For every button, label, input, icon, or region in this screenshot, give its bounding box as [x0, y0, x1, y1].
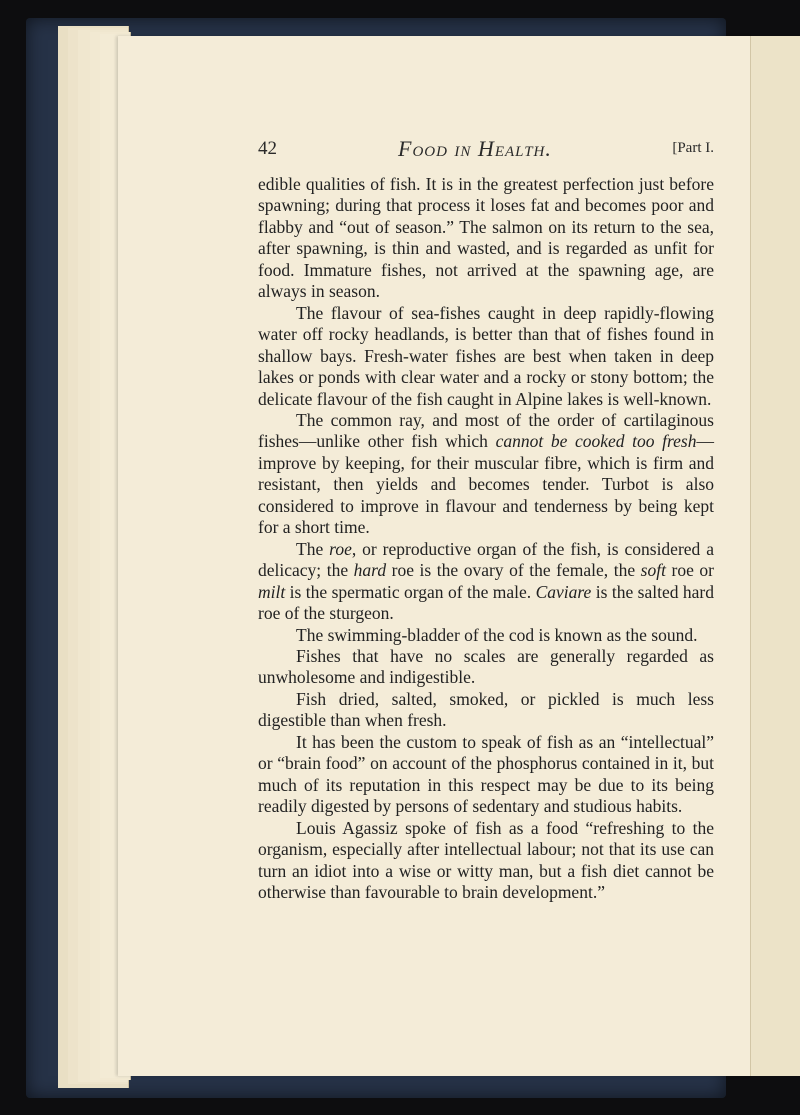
running-title: Food in Health.	[398, 136, 552, 161]
text-run: The swimming-bladder of the cod is known as the sound.	[296, 624, 698, 645]
text-run: Louis Agassiz spoke of fish as a food “refreshing to the organism, especially after intellectual labour; not that its use can turn an idiot into a wise or witty man, but a fish diet cannot be otherwise than favourable to brain development.”	[258, 817, 714, 902]
text-run: roe or	[665, 560, 714, 581]
paragraph	[258, 818, 714, 904]
text-run: It has been the custom to speak of fish as an “intellectual” or “brain food” on account of the phosphorus contained in it, but much of its reputation in this respect may be due to its being readily digested by persons of sedentary and studious habits.	[258, 731, 714, 817]
text-run: Fish dried, salted, smoked, or pickled is much less digestible than when fresh.	[258, 688, 714, 731]
paragraph	[258, 174, 714, 303]
paragraph	[258, 410, 714, 539]
text-run: —improve by keeping, for their muscular fibre, which is firm and resistant, then yields and becomes tender. Turbot is also considered to improve in flavour and tenderness by being kept for a short time.	[258, 431, 714, 538]
paragraph	[258, 732, 714, 818]
text-run: The flavour of sea-fishes caught in deep rapidly-flowing water off rocky headlands, is better than that of fishes found in shallow bays. Fresh-water fishes are best when taken in deep lakes or ponds with clear water and a rocky or stony bottom; the delicate flavour of the fish caught in Alpine lakes is well-known.	[258, 302, 714, 409]
text-run: is the salted hard roe of the sturgeon.	[258, 581, 714, 624]
part-label: [Part I.	[672, 140, 714, 156]
italic-text: roe	[329, 538, 352, 559]
text-run: The	[296, 538, 330, 559]
next-page-edge	[750, 36, 800, 1076]
paragraph	[258, 689, 714, 732]
paragraph	[258, 625, 714, 646]
italic-text: milt	[258, 581, 286, 602]
paragraph	[258, 539, 714, 625]
text-run: Fishes that have no scales are generally regarded as unwholesome and indigestible.	[258, 645, 714, 688]
paragraph	[258, 646, 714, 689]
paragraph	[258, 303, 714, 410]
running-head	[258, 138, 714, 166]
body-text	[258, 174, 714, 903]
text-run: , or reproductive organ of the fish, is considered a delicacy; the	[258, 538, 714, 581]
italic-text: Caviare	[535, 581, 592, 602]
text-run: is the spermatic organ of the male.	[285, 581, 536, 602]
page-number: 42	[258, 138, 277, 159]
text-run: The common ray, and most of the order of cartilaginous fishes—unlike other fish which	[258, 409, 714, 452]
italic-text: soft	[640, 560, 666, 581]
italic-text: cannot be cooked too fresh	[495, 431, 697, 452]
text-run: roe is the ovary of the female, the	[386, 560, 641, 581]
italic-text: hard	[353, 560, 387, 581]
text-run: edible qualities of fish. It is in the greatest perfection just before spawning; during that process it loses fat and becomes poor and flabby and “out of season.” The salmon on its return to the sea, after spawning, is thin and wasted, and is regarded as unfit for food. Immature fishes, not arrived at the spawning age, are always in season.	[258, 174, 714, 302]
